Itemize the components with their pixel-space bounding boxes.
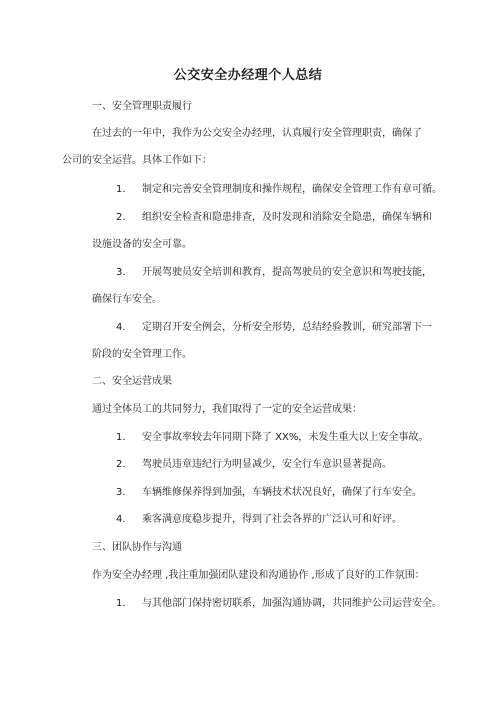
list-text: 车辆维修保养得到加强，车辆技术状况良好，确保了行车安全。	[142, 487, 422, 498]
section-heading-1: 一、安全管理职责履行	[92, 101, 192, 112]
list-number: 1.	[116, 432, 126, 443]
list-text: 驾驶员违章违纪行为明显减少，安全行车意识显著提高。	[142, 459, 392, 470]
list-number: 4.	[116, 322, 126, 333]
paragraph-line: 作为安全办经理 ,我注重加强团队建设和沟通协作 ,形成了良好的工作氛围：	[92, 570, 425, 581]
list-item	[116, 431, 428, 445]
list-text: 定期召开安全例会，分析安全形势，总结经验教训，研究部署下一	[142, 322, 432, 333]
list-text-continuation: 设施设备的安全可靠。	[92, 239, 192, 250]
document-title: 公交安全办经理个人总结	[173, 68, 323, 83]
list-text: 制定和完善安全管理制度和操作规程，确保安全管理工作有章可循。	[142, 184, 442, 195]
list-number: 2.	[116, 212, 126, 223]
list-text: 与其他部门保持密切联系，加强沟通协调，共同维护公司运营安全。	[142, 598, 442, 609]
section-heading-2: 二、安全运营成果	[92, 376, 172, 387]
list-item	[116, 458, 392, 472]
section-heading-3: 三、团队协作与沟通	[92, 542, 182, 553]
list-number: 2.	[116, 459, 126, 470]
list-text: 安全事故率较去年同期下降了 XX%，未发生重大以上安全事故。	[142, 432, 429, 443]
list-item	[116, 211, 432, 225]
list-number: 1.	[116, 598, 126, 609]
paragraph-line: 通过全体员工的共同努力，我们取得了一定的安全运营成果：	[92, 404, 362, 415]
list-text-continuation: 阶段的安全管理工作。	[92, 349, 192, 360]
list-text: 组织安全检查和隐患排查，及时发现和消除安全隐患，确保车辆和	[142, 212, 432, 223]
list-item	[116, 321, 432, 335]
list-number: 1.	[116, 184, 126, 195]
paragraph-line: 公司的安全运营。具体工作如下：	[62, 155, 212, 166]
list-item	[116, 513, 402, 527]
list-item	[116, 486, 422, 500]
list-number: 3.	[116, 487, 126, 498]
list-item	[116, 183, 442, 197]
list-item	[116, 597, 442, 611]
list-item	[116, 266, 432, 280]
list-text-continuation: 确保行车安全。	[92, 294, 162, 305]
list-text: 开展驾驶员安全培训和教育，提高驾驶员的安全意识和驾驶技能，	[142, 267, 432, 278]
list-number: 3.	[116, 267, 126, 278]
list-number: 4.	[116, 514, 126, 525]
paragraph-line: 在过去的一年中，我作为公交安全办经理，认真履行安全管理职责，确保了	[92, 128, 422, 139]
list-text: 乘客满意度稳步提升，得到了社会各界的广泛认可和好评。	[142, 514, 402, 525]
